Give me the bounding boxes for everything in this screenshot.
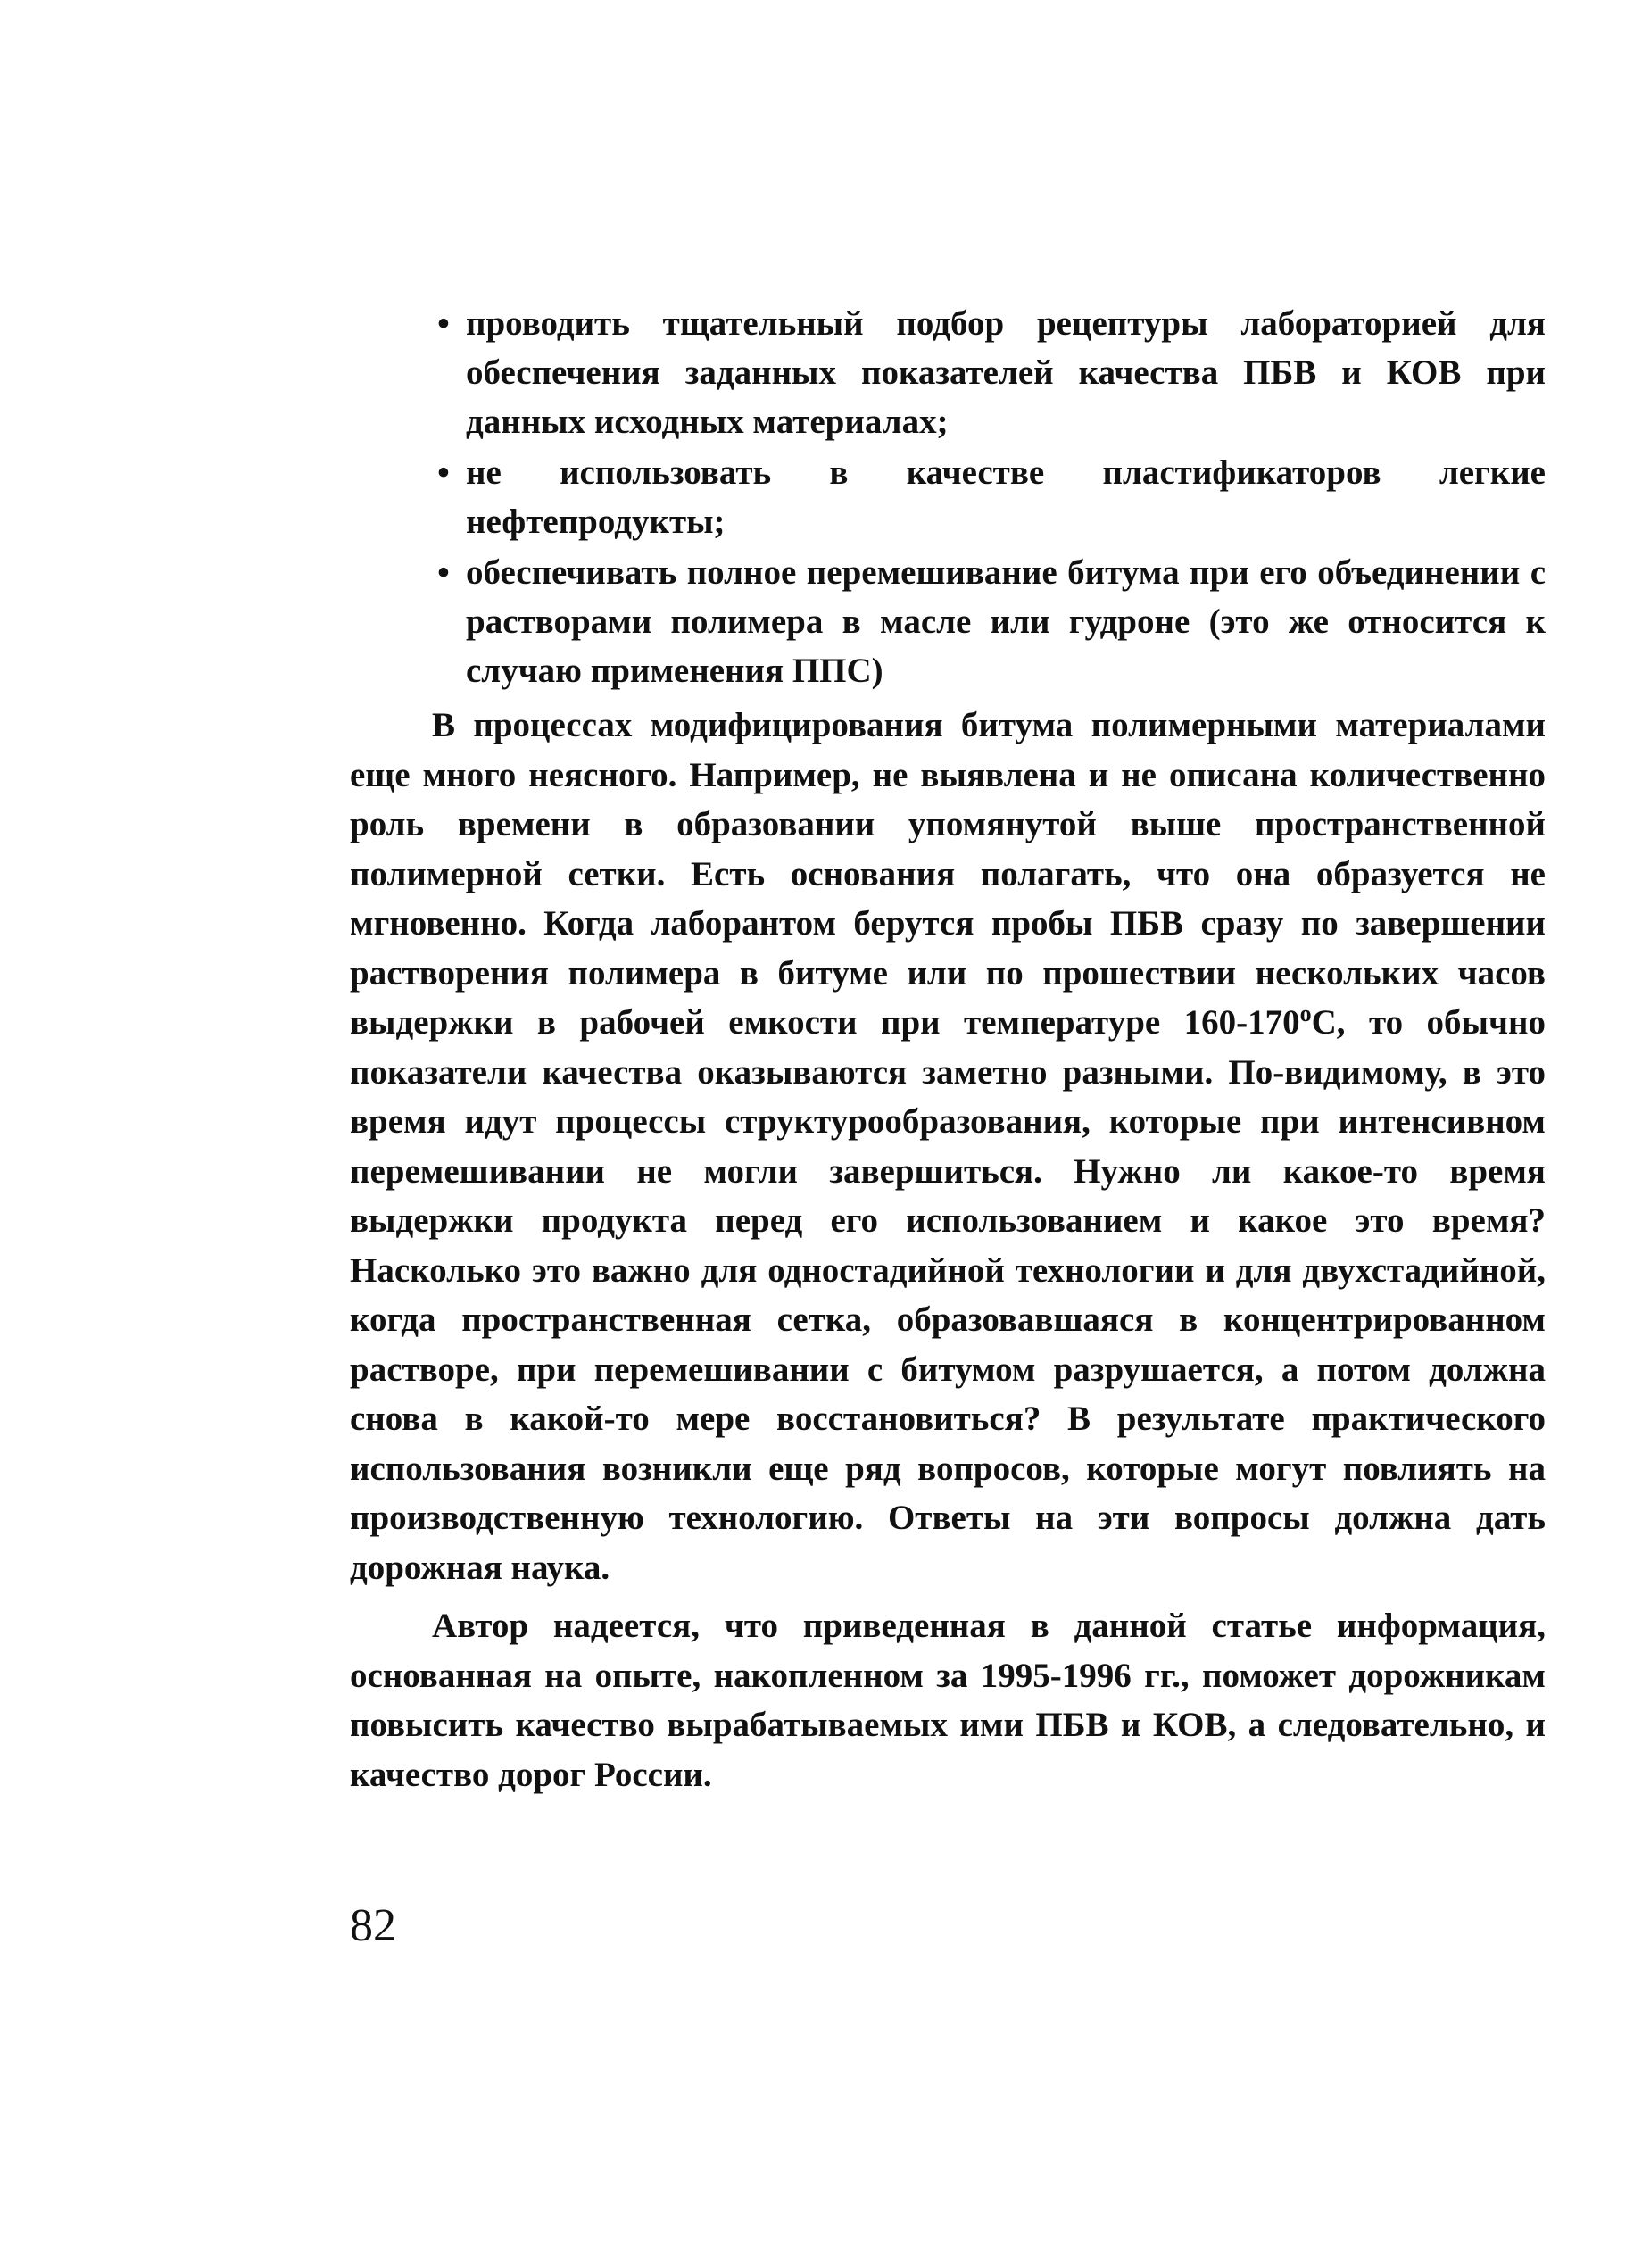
paragraph-text-continued: С, то обычно показатели качества оказываются заметно разными. По-видимому, в это время идут процессы структурообразования, которые при интенсивном перемешивании не могли завершиться. Нужно ли какое-то время выдержки продукта перед его использованием и какое это время? Насколько это важно для одностадийной технологии и для двухстадийной, когда пространственная сетка, образовавшаяся в концентрированном растворе, при перемешивании с битумом разрушается, а потом должна снова в какой-то мере восстановиться? В результате практического использования возникли еще ряд вопросов, которые могут повлиять на производственную технологию. Ответы на эти вопросы должна дать дорожная наука. [350, 1003, 1546, 1587]
paragraph-text: В процессах модифицирования битума полимерными материалами еще много неясного. Например, не выявлена и не описана количественно роль времени в образовании упомянутой выше пространственной полимерной сетки. Есть основания полагать, что она образуется не мгновенно. Когда лаборантом берутся пробы ПБВ сразу по завершении растворения полимера в битуме или по прошествии нескольких часов выдержки в рабочей емкости при температуре 160-170 [350, 706, 1546, 1042]
bullet-list [350, 299, 1546, 695]
body-paragraph-conclusion: Автор надеется, что приведенная в данной статье информация, основанная на опыте, накопленном за 1995-1996 гг., поможет дорожникам повысить качество вырабатываемых ими ПБВ и КОВ, а следовательно, и качество дорог России. [350, 1607, 1546, 1794]
bullet-icon: • [437, 453, 450, 492]
bullet-item [432, 548, 1546, 695]
degree-superscript: о [1299, 1001, 1312, 1026]
bullet-text: обеспечивать полное перемешивание битума при его объединении с растворами полимера в масле или гудроне (это же относится к случаю применения ППС) [466, 553, 1546, 690]
bullet-text: не использовать в качестве пластификаторов легкие нефтепродукты; [466, 453, 1546, 541]
bullet-item [432, 299, 1546, 446]
bullet-text: проводить тщательный подбор рецептуры лабораторией для обеспечения заданных показателей качества ПБВ и КОВ при данных исходных материалах; [466, 304, 1546, 441]
page-number: 82 [350, 1900, 396, 1951]
bullet-item [432, 448, 1546, 546]
page-content [350, 299, 1546, 1799]
bullet-icon: • [437, 304, 450, 343]
bullet-icon: • [437, 553, 450, 592]
body-paragraph [350, 701, 1546, 1592]
